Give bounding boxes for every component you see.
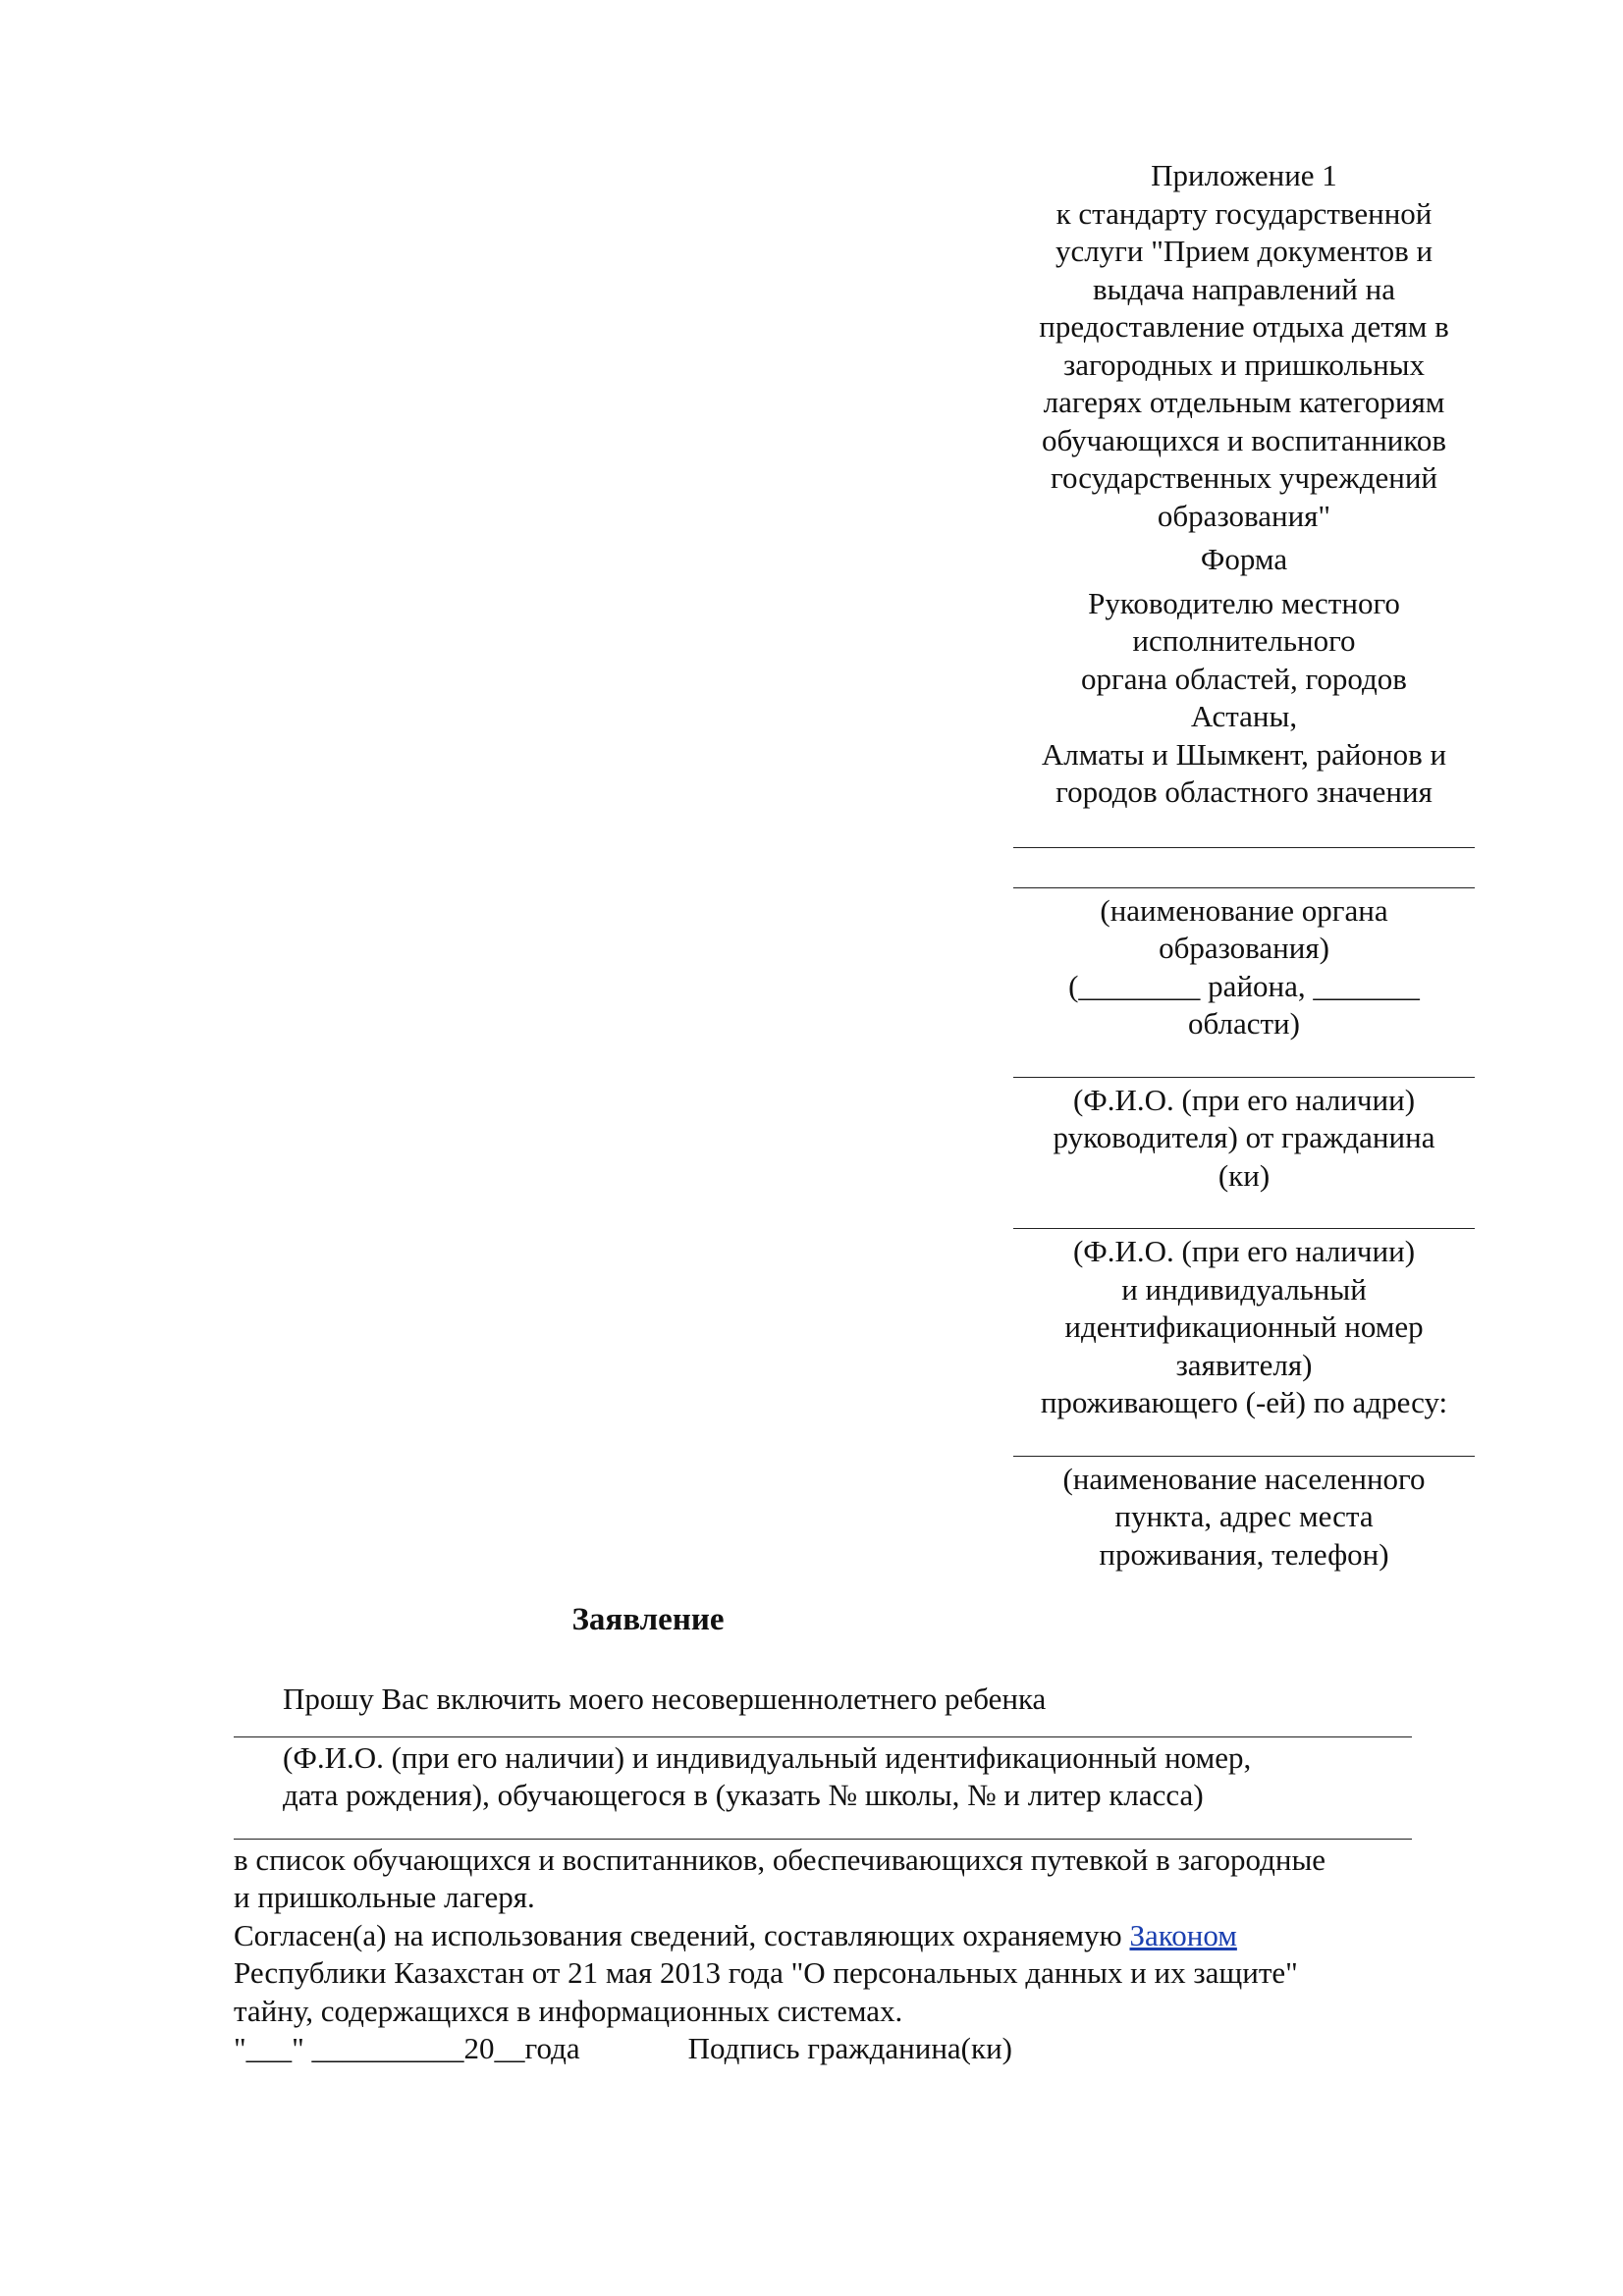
addressee-line: городов областного значения — [1055, 774, 1433, 809]
applicant-caption-line: заявителя) — [1175, 1347, 1313, 1382]
document-title: Заявление — [571, 1602, 725, 1637]
child-caption-line: (Ф.И.О. (при его наличии) и индивидуальный идентификационный номер, — [283, 1739, 1252, 1775]
addressee-line: Алматы и Шымкент, районов и — [1041, 736, 1447, 772]
org-caption-line: области) — [1188, 1006, 1300, 1041]
applicant-caption-line: проживающего (-ей) по адресу: — [1040, 1385, 1448, 1419]
addressee-line: Астаны, — [1190, 699, 1298, 733]
org-caption-line: образования) — [1159, 931, 1329, 965]
org-caption-block — [1013, 892, 1475, 1043]
addressee-line: органа областей, городов — [1081, 661, 1407, 696]
annex-block — [1013, 157, 1475, 535]
child-caption-line: дата рождения), обучающегося в (указать № школы, № и литер класса) — [283, 1778, 1204, 1812]
consent-line — [234, 1917, 1412, 1955]
address-caption-line: проживания, телефон) — [1099, 1536, 1389, 1572]
annex-line: загородных и пришкольных — [1063, 347, 1425, 382]
annex-line: Приложение 1 — [1151, 158, 1337, 192]
org-caption-line: (________ района, _______ — [1068, 968, 1420, 1003]
head-caption-line: (ки) — [1217, 1157, 1271, 1193]
addressee-block — [1013, 585, 1475, 812]
consent-line: тайну, содержащихся в информационных системах. — [234, 1993, 903, 2028]
addressee-line: исполнительного — [1132, 623, 1356, 658]
address-caption-block — [1013, 1461, 1475, 1575]
annex-line: лагерях отдельным категориям — [1043, 385, 1445, 419]
form-label: Форма — [1200, 542, 1288, 576]
consent-line: Республики Казахстан от 21 мая 2013 года "О персональных данных и их защите" — [234, 1955, 1298, 1990]
date-field[interactable]: "___" __________20__года — [234, 2031, 580, 2065]
annex-line: обучающихся и воспитанников — [1042, 422, 1446, 457]
annex-line: государственных учреждений — [1051, 460, 1437, 495]
address-caption-line: (наименование населенного — [1062, 1461, 1426, 1496]
applicant-caption-line: (Ф.И.О. (при его наличии) — [1072, 1234, 1416, 1268]
org-caption-line: (наименование органа — [1100, 892, 1388, 928]
head-caption-line: руководителя) от гражданина — [1053, 1120, 1435, 1154]
list-line: и пришкольные лагеря. — [234, 1880, 535, 1914]
applicant-caption-block — [1013, 1233, 1475, 1422]
addressee-line: Руководителю местного — [1088, 585, 1400, 620]
annex-line: услуги "Прием документов и — [1055, 234, 1434, 268]
request-line: Прошу Вас включить моего несовершеннолетнего ребенка — [283, 1682, 1047, 1716]
signature-label: Подпись гражданина(ки) — [687, 2031, 1012, 2065]
law-link[interactable]: Законом — [1129, 1917, 1237, 1952]
annex-line: выдача направлений на — [1093, 271, 1395, 306]
consent-text: Согласен(а) на использования сведений, составляющих охраняемую — [234, 1917, 1130, 1952]
applicant-caption-line: и индивидуальный — [1121, 1271, 1367, 1307]
annex-line: образования" — [1157, 498, 1331, 533]
applicant-caption-line: идентификационный номер — [1064, 1309, 1424, 1344]
address-caption-line: пункта, адрес места — [1114, 1499, 1374, 1533]
annex-line: предоставление отдыха детям в — [1039, 309, 1449, 344]
annex-line: к стандарту государственной — [1055, 195, 1433, 231]
head-caption-line: (Ф.И.О. (при его наличии) — [1072, 1082, 1416, 1117]
date-signature-row — [234, 2030, 1412, 2068]
list-line: в список обучающихся и воспитанников, обеспечивающихся путевкой в загородные — [234, 1842, 1326, 1877]
header-block — [1013, 157, 1475, 1574]
application-body — [234, 1681, 1412, 2068]
head-caption-block — [1013, 1082, 1475, 1196]
